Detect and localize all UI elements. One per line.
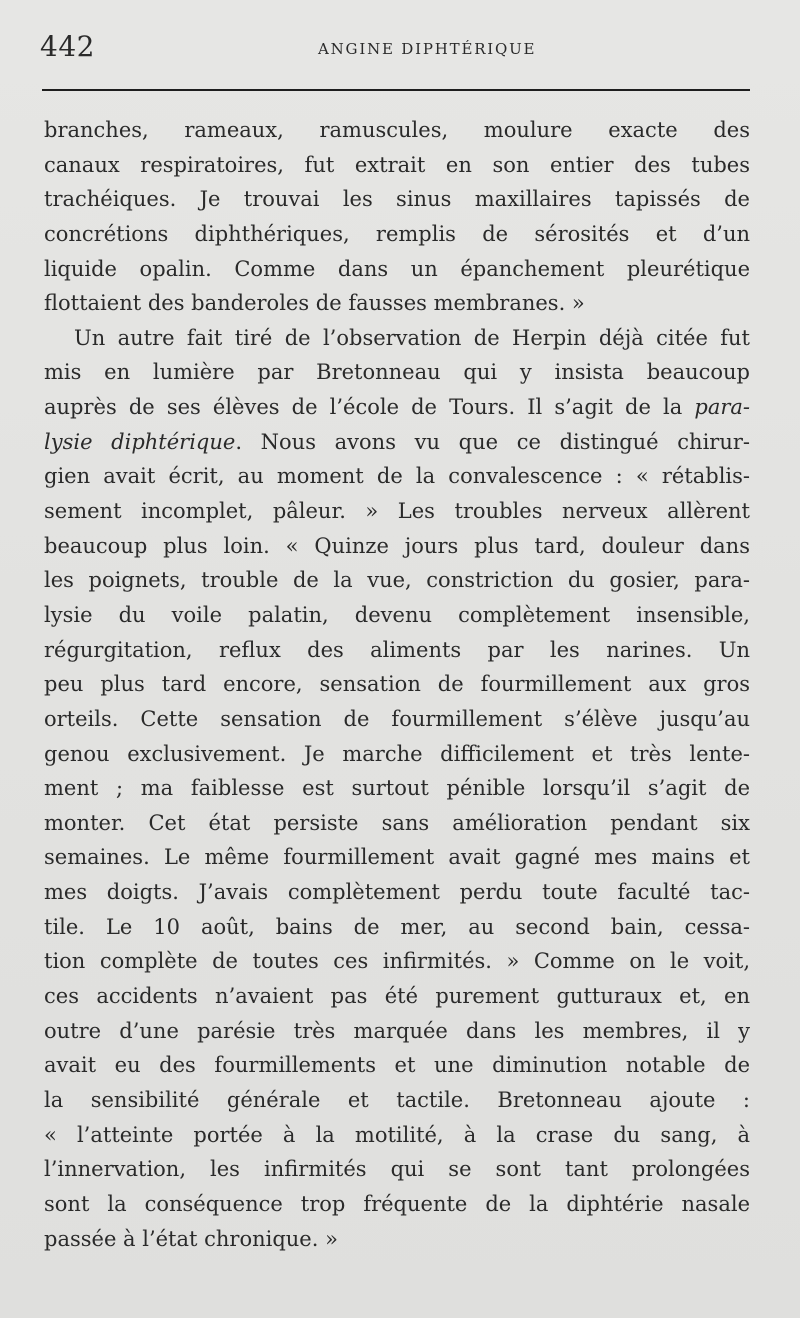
text-line: [44, 563, 750, 598]
italic-text: lysie diphtérique: [44, 429, 236, 454]
text-run: semaines. Le même fourmillement avait gagné mes mains et: [44, 845, 750, 870]
text-line: [44, 425, 750, 460]
text-run: auprès de ses élèves de l’école de Tours. Il s’agit de la: [44, 395, 695, 420]
text-run: outre d’une parésie très marquée dans les membres, il y: [44, 1018, 750, 1043]
text-line: [44, 598, 750, 633]
text-line: [44, 1048, 750, 1083]
header-rule: [42, 89, 750, 91]
body-text: [44, 113, 750, 1256]
text-run: Un autre fait tiré de l’observation de Herpin déjà citée fut: [74, 325, 750, 350]
text-line: [44, 737, 750, 772]
text-line: [44, 529, 750, 564]
text-line: [44, 979, 750, 1014]
text-line: [44, 1083, 750, 1118]
text-run: orteils. Cette sensation de fourmillement s’élève jusqu’au: [44, 706, 750, 731]
text-run: canaux respiratoires, fut extrait en son entier des tubes: [44, 152, 750, 177]
text-line: [44, 355, 750, 390]
text-run: branches, rameaux, ramuscules, moulure exacte des: [44, 118, 750, 142]
text-run: flottaient des banderoles de fausses membranes. »: [44, 291, 585, 316]
text-run: mes doigts. J’avais complètement perdu toute faculté tac-: [44, 880, 750, 905]
text-line: [44, 182, 750, 217]
text-run: beaucoup plus loin. « Quinze jours plus tard, douleur dans: [44, 533, 750, 558]
text-run: peu plus tard encore, sensation de fourmillement aux gros: [44, 672, 750, 697]
text-run: la sensibilité générale et tactile. Bretonneau ajoute :: [44, 1087, 750, 1112]
text-run: régurgitation, reflux des aliments par les narines. Un: [44, 637, 750, 662]
text-line: [44, 702, 750, 737]
text-line: [44, 910, 750, 945]
text-line: [44, 1152, 750, 1187]
text-run: l’innervation, les infirmités qui se sont tant prolongées: [44, 1157, 750, 1182]
text-run: monter. Cet état persiste sans amélioration pendant six: [44, 810, 750, 835]
text-run: sement incomplet, pâleur. » Les troubles nerveux allèrent: [44, 499, 750, 524]
running-title: ANGINE DIPHTÉRIQUE: [318, 40, 537, 58]
text-run: gien avait écrit, au moment de la convalescence : « rétablis-: [44, 464, 750, 489]
text-run: concrétions diphthériques, remplis de sérosités et d’un: [44, 221, 750, 246]
text-line: [44, 840, 750, 875]
text-run: les poignets, trouble de la vue, constriction du gosier, para-: [44, 568, 750, 593]
text-run: tion complète de toutes ces infirmités. » Comme on le voit,: [44, 949, 750, 974]
text-run: passée à l’état chronique. »: [44, 1226, 338, 1251]
text-line: [44, 321, 750, 356]
text-run: mis en lumière par Bretonneau qui y insista beaucoup: [44, 360, 750, 385]
text-line: [44, 1187, 750, 1222]
text-run: « l’atteinte portée à la motilité, à la crase du sang, à: [44, 1122, 750, 1147]
text-line: [44, 148, 750, 183]
text-run: . Nous avons vu que ce distingué chirur-: [235, 429, 750, 454]
text-run: sont la conséquence trop fréquente de la diphtérie nasale: [44, 1191, 750, 1216]
text-run: trachéiques. Je trouvai les sinus maxillaires tapissés de: [44, 187, 750, 212]
text-line: [44, 1222, 750, 1257]
text-line: [44, 875, 750, 910]
text-run: lysie du voile palatin, devenu complètement insensible,: [44, 602, 750, 627]
text-line: [44, 113, 750, 148]
text-line: [44, 217, 750, 252]
page-header: [40, 30, 752, 70]
italic-text: para-: [694, 395, 750, 420]
text-line: [44, 252, 750, 287]
text-line: [44, 667, 750, 702]
text-run: tile. Le 10 août, bains de mer, au second bain, cessa-: [44, 914, 750, 939]
text-line: [44, 806, 750, 841]
text-run: liquide opalin. Comme dans un épanchement pleurétique: [44, 256, 750, 281]
page-number: 442: [40, 30, 95, 63]
text-line: [44, 771, 750, 806]
text-line: [44, 1014, 750, 1049]
text-line: [44, 494, 750, 529]
text-line: [44, 286, 750, 321]
text-line: [44, 390, 750, 425]
text-line: [44, 633, 750, 668]
text-run: ment ; ma faiblesse est surtout pénible lorsqu’il s’agit de: [44, 776, 750, 801]
text-run: ces accidents n’avaient pas été purement gutturaux et, en: [44, 984, 750, 1009]
text-run: genou exclusivement. Je marche difficilement et très lente-: [44, 741, 750, 766]
text-line: [44, 944, 750, 979]
text-line: [44, 459, 750, 494]
text-run: avait eu des fourmillements et une diminution notable de: [44, 1053, 750, 1078]
text-line: [44, 1118, 750, 1153]
